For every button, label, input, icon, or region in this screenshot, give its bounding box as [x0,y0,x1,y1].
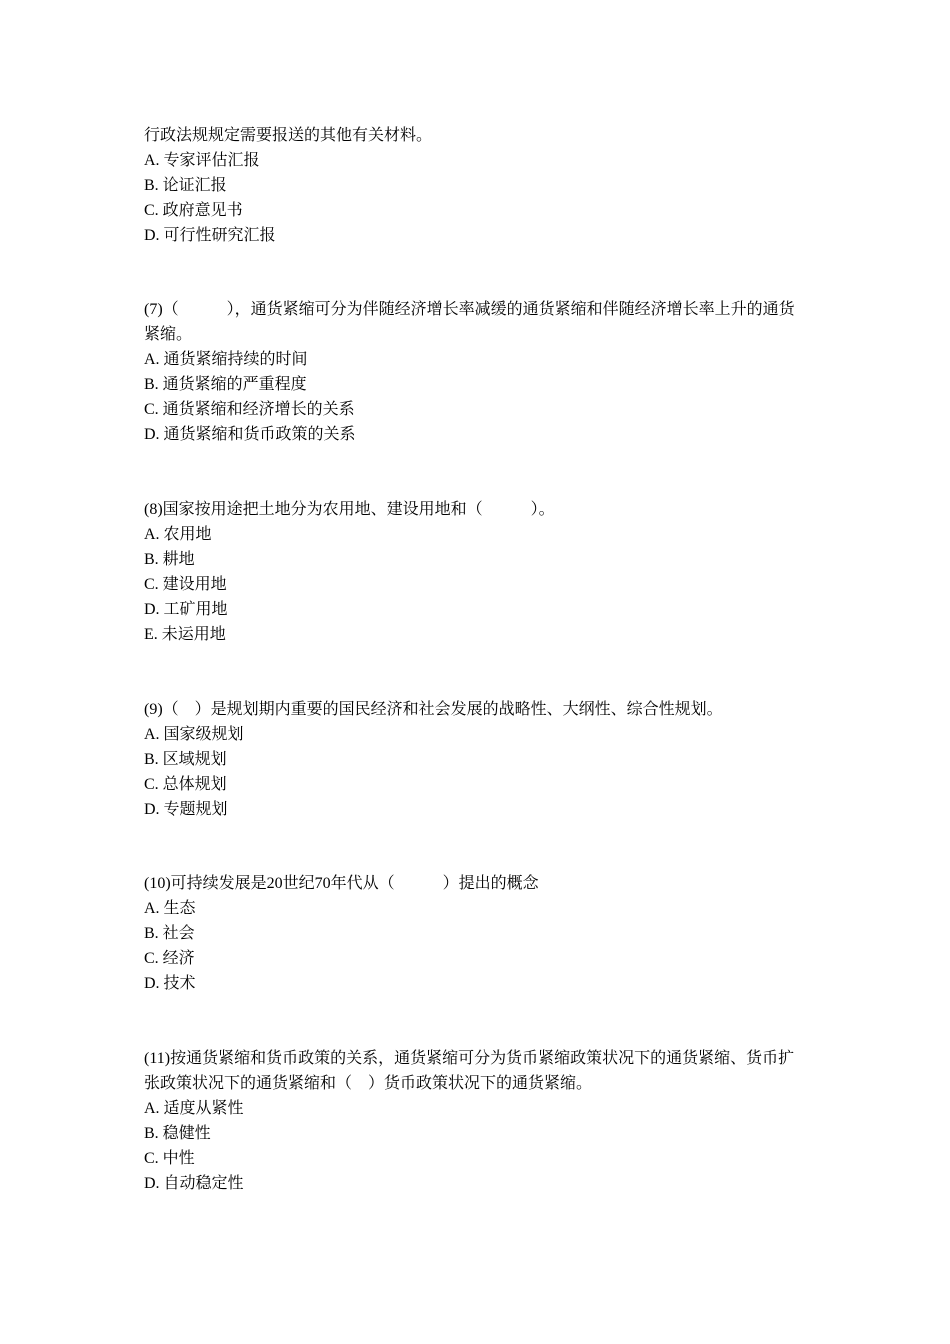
option-b: B. 论证汇报 [144,177,227,194]
option-b: B. 区域规划 [144,751,227,768]
option-e: E. 未运用地 [144,626,226,643]
question-6-fragment [144,123,810,248]
option-d: D. 技术 [144,975,196,992]
option-d: D. 专题规划 [144,801,228,818]
option-c: C. 政府意见书 [144,202,243,219]
option-c: C. 建设用地 [144,576,227,593]
option-a: A. 国家级规划 [144,726,244,743]
question-8 [144,497,810,647]
option-d: D. 可行性研究汇报 [144,227,276,244]
question-stem: (8)国家按用途把土地分为农用地、建设用地和（ ）。 [144,501,555,518]
question-10 [144,871,810,996]
question-stem: (9)（ ）是规划期内重要的国民经济和社会发展的战略性、大纲性、综合性规划。 [144,701,723,718]
question-11 [144,1046,810,1196]
question-9 [144,697,810,822]
option-b: B. 通货紧缩的严重程度 [144,376,307,393]
option-d: D. 通货紧缩和货币政策的关系 [144,426,356,443]
option-b: B. 社会 [144,925,195,942]
option-b: B. 稳健性 [144,1125,211,1142]
option-c: C. 中性 [144,1150,195,1167]
option-c: C. 通货紧缩和经济增长的关系 [144,401,355,418]
option-a: A. 生态 [144,900,196,917]
option-a: A. 农用地 [144,526,212,543]
question-7 [144,297,810,447]
option-b: B. 耕地 [144,551,195,568]
question-stem: (7)（ ），通货紧缩可分为伴随经济增长率减缓的通货紧缩和伴随经济增长率上升的通货紧缩。 [144,301,795,343]
question-stem: 行政法规规定需要报送的其他有关材料。 [144,127,433,144]
document-body [144,123,810,1196]
option-a: A. 适度从紧性 [144,1100,244,1117]
question-stem: (11)按通货紧缩和货币政策的关系，通货紧缩可分为货币紧缩政策状况下的通货紧缩、货币扩张政策状况下的通货紧缩和（ ）货币政策状况下的通货紧缩。 [144,1050,795,1092]
option-a: A. 专家评估汇报 [144,152,260,169]
option-a: A. 通货紧缩持续的时间 [144,351,308,368]
option-d: D. 工矿用地 [144,601,228,618]
option-c: C. 经济 [144,950,195,967]
option-c: C. 总体规划 [144,776,227,793]
question-stem: (10)可持续发展是20世纪70年代从（ ）提出的概念 [144,875,539,892]
option-d: D. 自动稳定性 [144,1175,244,1192]
